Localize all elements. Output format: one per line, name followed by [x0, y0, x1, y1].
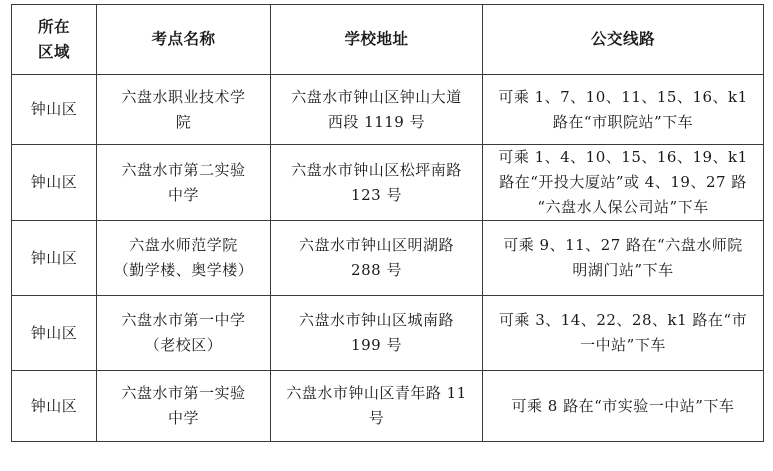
cell-bus	[483, 221, 764, 296]
cell-address	[271, 296, 483, 371]
table-row	[12, 371, 764, 442]
cell-region: 钟山区	[12, 221, 97, 296]
cell-site	[97, 296, 271, 371]
address-line: 199 号	[351, 336, 402, 354]
header-site: 考点名称	[97, 5, 271, 75]
cell-address	[271, 221, 483, 296]
address-line: 六盘水市钟山区明湖路	[298, 236, 454, 254]
header-region	[12, 5, 97, 75]
cell-address	[271, 145, 483, 221]
address-line: 西段 1119 号	[327, 112, 426, 131]
cell-address	[271, 371, 483, 442]
cell-site	[97, 371, 271, 442]
site-line: 中学	[167, 409, 199, 427]
bus-line: 可乘 1、4、10、15、16、19、k1	[498, 148, 748, 166]
bus-line: 路在“开投大厦站”或 4、19、27 路	[499, 173, 747, 191]
cell-site	[97, 145, 271, 221]
site-line: 六盘水市第一中学	[121, 311, 246, 329]
address-line: 六盘水市钟山区城南路	[298, 311, 454, 329]
site-line: 中学	[167, 185, 199, 204]
cell-bus	[483, 371, 764, 442]
bus-line: 可乘 3、14、22、28、k1 路在“市	[498, 311, 748, 329]
cell-region: 钟山区	[12, 145, 97, 221]
table-row	[12, 145, 764, 221]
table-row	[12, 75, 764, 145]
site-line: （勤学楼、奥学楼）	[113, 261, 254, 279]
cell-site	[97, 75, 271, 145]
table-row	[12, 296, 764, 371]
header-address: 学校地址	[271, 5, 483, 75]
cell-bus	[483, 75, 764, 145]
site-line: 院	[175, 112, 192, 131]
table-header-row	[12, 5, 764, 75]
bus-line: 可乘 9、11、27 路在“六盘水师院	[503, 236, 743, 254]
address-line: 123 号	[351, 185, 402, 204]
bus-line: “六盘水人保公司站”下车	[537, 198, 709, 216]
cell-region: 钟山区	[12, 371, 97, 442]
bus-line: 路在“市职院站”下车	[552, 112, 694, 131]
site-line: 六盘水师范学院	[129, 236, 238, 254]
bus-line: 可乘 1、7、10、11、15、16、k1	[498, 87, 748, 106]
cell-region: 钟山区	[12, 75, 97, 145]
bus-line: 明湖门站”下车	[572, 261, 674, 279]
site-line: 六盘水市第二实验	[121, 160, 246, 179]
address-line: 号	[368, 409, 385, 427]
site-line: （老校区）	[144, 336, 223, 354]
address-line: 六盘水市钟山区松坪南路	[291, 160, 462, 179]
cell-region: 钟山区	[12, 296, 97, 371]
cell-address	[271, 75, 483, 145]
exam-site-table	[11, 4, 764, 442]
site-line: 六盘水职业技术学	[121, 87, 246, 106]
cell-bus	[483, 145, 764, 221]
bus-line: 一中站”下车	[580, 336, 666, 354]
site-line: 六盘水市第一实验	[121, 384, 246, 402]
address-line: 六盘水市钟山区青年路 11	[286, 384, 467, 402]
header-region-line2: 区域	[37, 42, 70, 61]
bus-line: 可乘 8 路在“市实验一中站”下车	[511, 396, 735, 415]
cell-bus	[483, 296, 764, 371]
header-bus: 公交线路	[483, 5, 764, 75]
address-line: 288 号	[351, 261, 402, 279]
exam-site-table-container	[11, 4, 764, 442]
address-line: 六盘水市钟山区钟山大道	[291, 87, 462, 106]
table-row	[12, 221, 764, 296]
header-region-line1: 所在	[37, 17, 70, 36]
cell-site	[97, 221, 271, 296]
